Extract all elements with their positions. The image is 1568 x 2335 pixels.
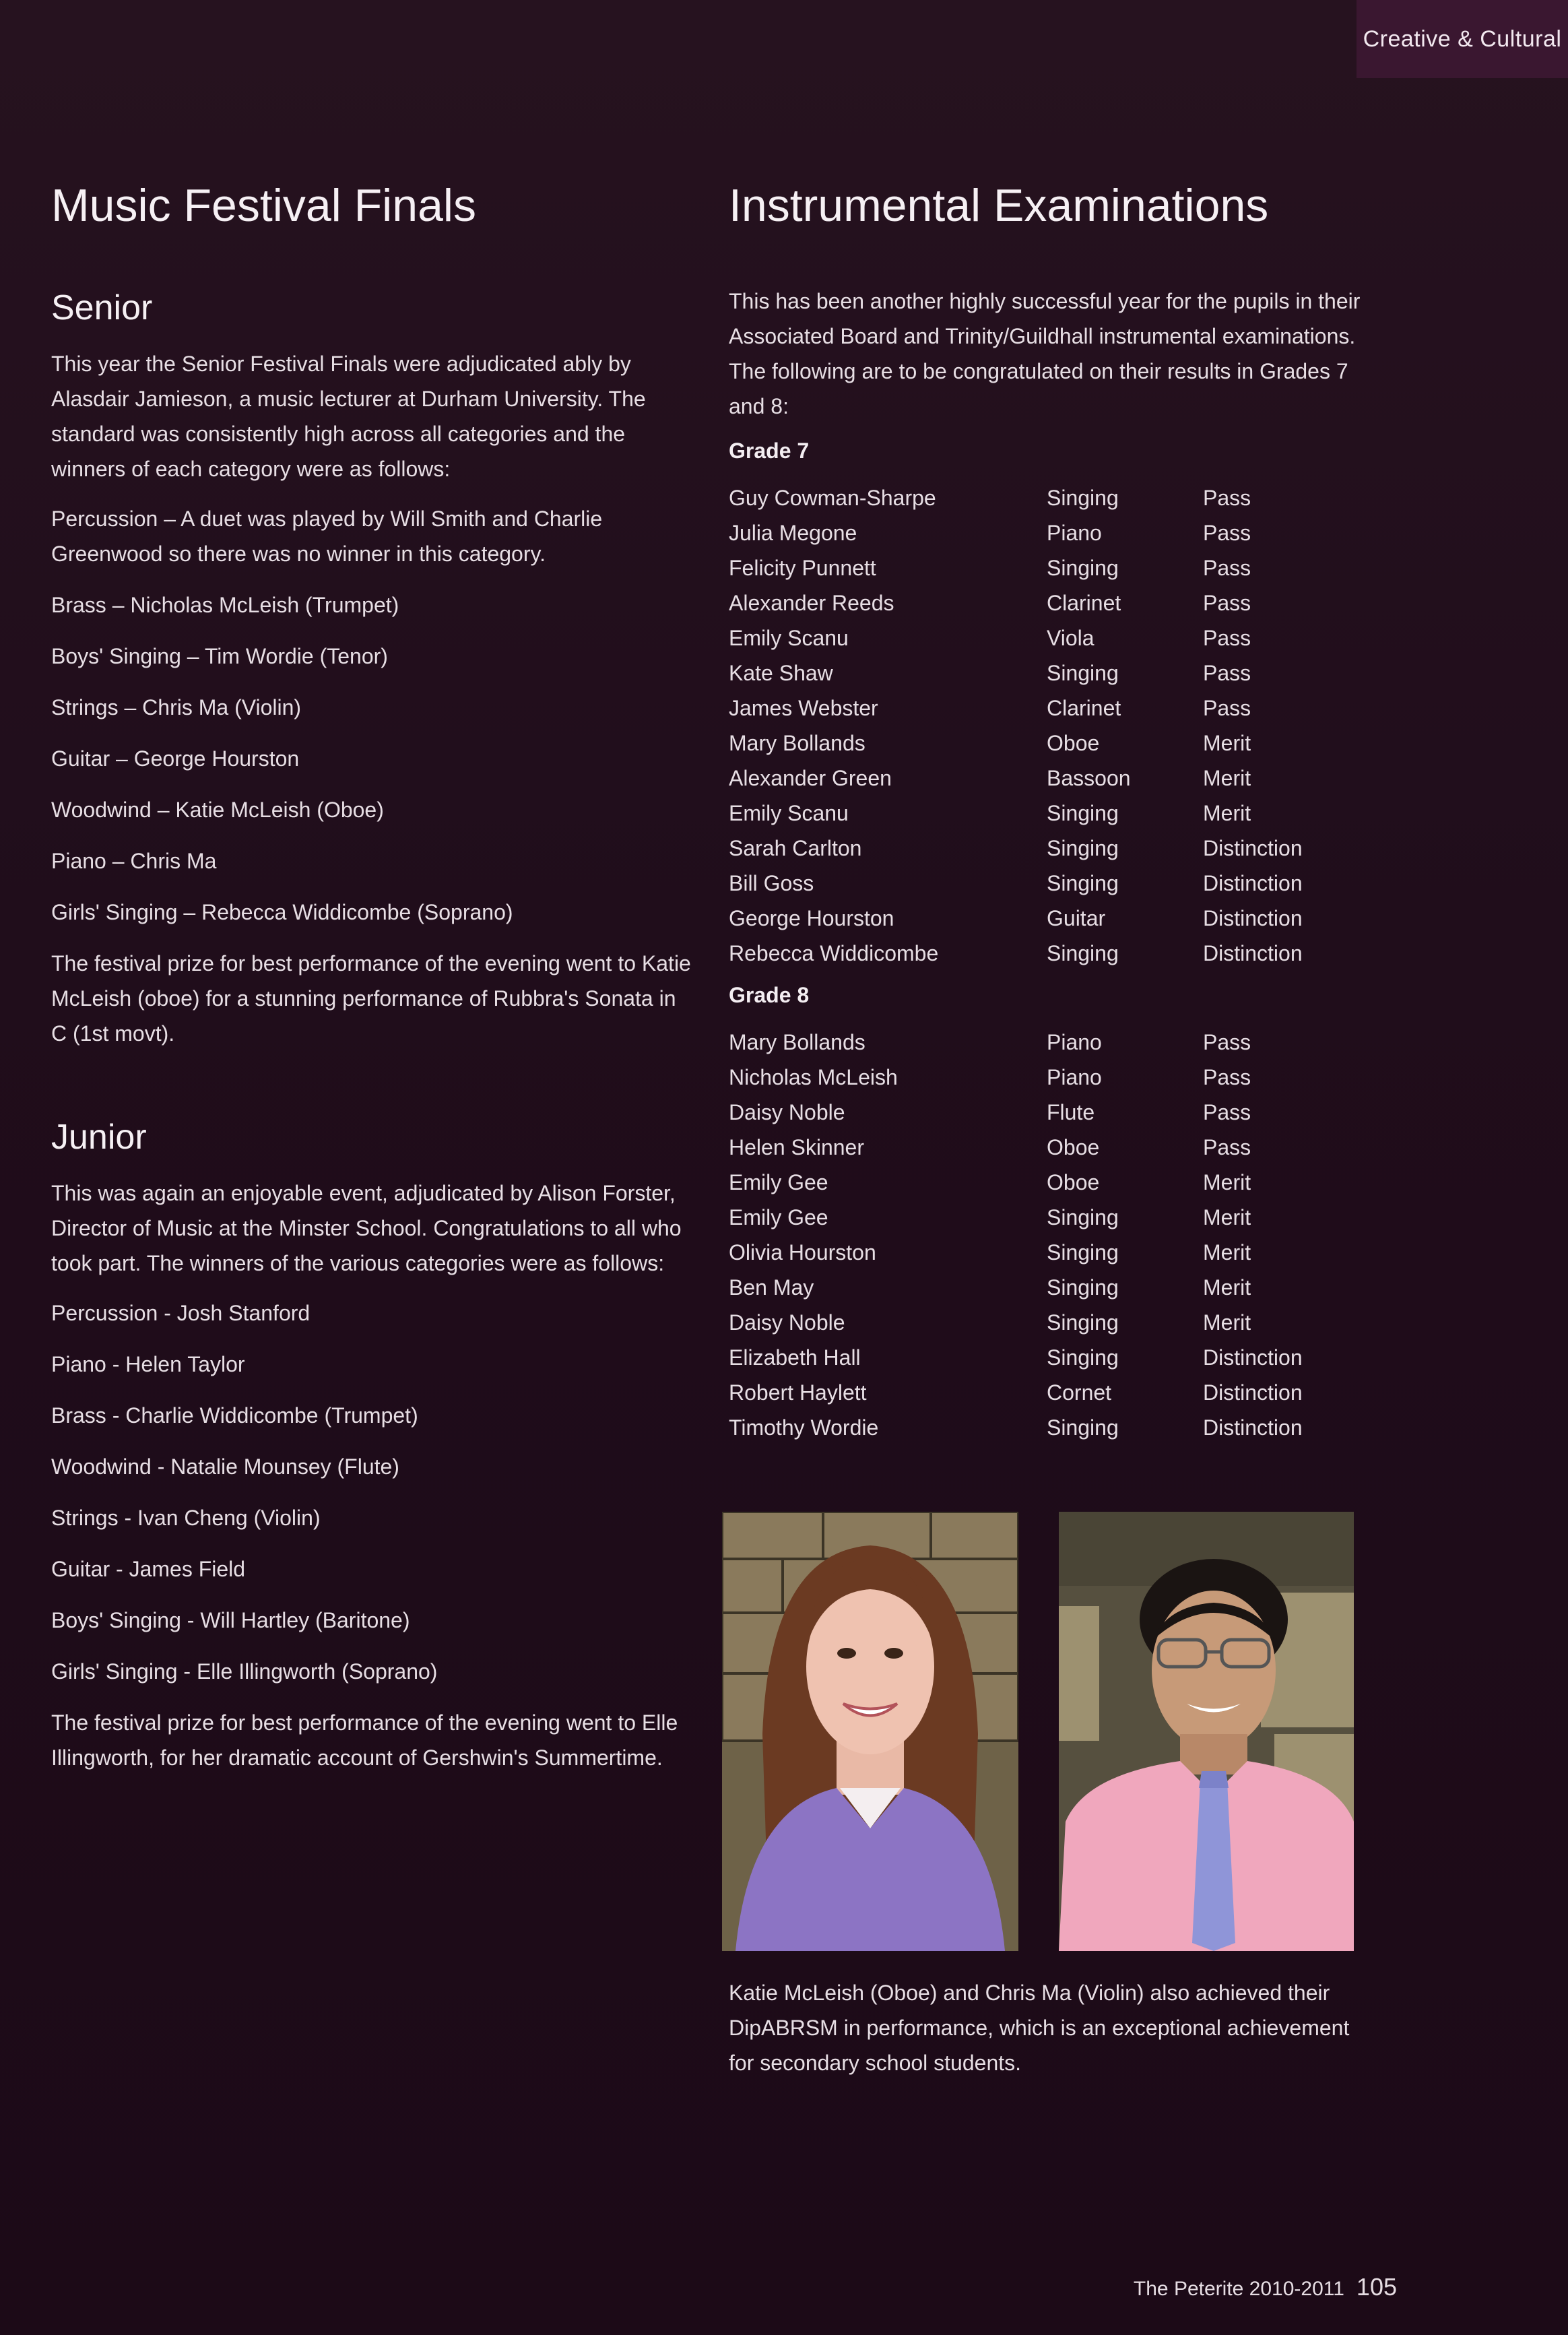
music-festival-column: [51, 181, 691, 1775]
result: Merit: [1203, 1240, 1251, 1265]
result-row: [729, 585, 1375, 620]
instrument: Singing: [1047, 660, 1119, 685]
result-row: [729, 1410, 1375, 1445]
instrument: Piano: [1047, 1029, 1102, 1054]
student-name: George Hourston: [729, 905, 894, 930]
instrument: Clarinet: [1047, 695, 1121, 720]
student-name: Mary Bollands: [729, 1029, 865, 1054]
winner-item: Percussion – A duet was played by Will Smith and Charlie Greenwood so there was no winner in this category.: [51, 506, 603, 566]
photo-caption: [729, 1975, 1375, 2080]
result: Merit: [1203, 800, 1251, 825]
instrument: Singing: [1047, 870, 1119, 895]
instrumental-exams-column: [729, 181, 1375, 1445]
student-name: Bill Goss: [729, 870, 814, 895]
winner-item: Strings - Ivan Cheng (Violin): [51, 1506, 321, 1531]
student-name: Helen Skinner: [729, 1134, 864, 1159]
winner-item: Boys' Singing - Will Hartley (Baritone): [51, 1608, 410, 1633]
result-row: [729, 936, 1375, 971]
result: Distinction: [1203, 940, 1303, 965]
winner-item: Piano – Chris Ma: [51, 848, 217, 873]
result: Pass: [1203, 695, 1251, 720]
instrument: Oboe: [1047, 730, 1100, 755]
result-row: [729, 1340, 1375, 1375]
instrument: Flute: [1047, 1099, 1095, 1124]
student-name: Mary Bollands: [729, 730, 865, 755]
winner-item: Boys' Singing – Tim Wordie (Tenor): [51, 643, 388, 668]
grade7-results: [729, 480, 1375, 971]
student-name: Julia Megone: [729, 520, 857, 545]
result-row: [729, 1095, 1375, 1130]
result-row: [729, 1025, 1375, 1060]
junior-heading: Junior: [51, 1117, 147, 1157]
photo-chris-ma: [1059, 1512, 1354, 1951]
student-name: Alexander Reeds: [729, 590, 894, 615]
instrument: Singing: [1047, 1240, 1119, 1265]
student-name: Daisy Noble: [729, 1099, 845, 1124]
winner-item: Girls' Singing – Rebecca Widdicombe (Soprano): [51, 899, 513, 924]
result: Distinction: [1203, 905, 1303, 930]
result-row: [729, 831, 1375, 866]
winner-item: Woodwind - Natalie Mounsey (Flute): [51, 1454, 399, 1479]
result-row: [729, 620, 1375, 655]
result-row: [729, 1060, 1375, 1095]
instrument: Singing: [1047, 1310, 1119, 1335]
result: Pass: [1203, 1099, 1251, 1124]
result: Pass: [1203, 520, 1251, 545]
result: Merit: [1203, 1205, 1251, 1229]
result: Pass: [1203, 1064, 1251, 1089]
result-row: [729, 1270, 1375, 1305]
student-name: Sarah Carlton: [729, 835, 862, 860]
caption-text: Katie McLeish (Oboe) and Chris Ma (Violin) also achieved their DipABRSM in performance, which is an exceptional achievement for secondary school students.: [729, 1981, 1350, 2075]
student-name: Emily Gee: [729, 1170, 828, 1194]
student-name: Robert Haylett: [729, 1380, 867, 1405]
result: Distinction: [1203, 1345, 1303, 1370]
senior-intro: This year the Senior Festival Finals were adjudicated ably by Alasdair Jamieson, a music lecturer at Durham University. The standard was consistently high across all categories and the winners of each category were as follows:: [51, 351, 646, 481]
result-row: [729, 1375, 1375, 1410]
student-name: Ben May: [729, 1275, 814, 1300]
result: Distinction: [1203, 1380, 1303, 1405]
photo-katie-mcleish: [722, 1512, 1018, 1951]
result-row: [729, 515, 1375, 550]
instrument: Bassoon: [1047, 765, 1131, 790]
instrument: Singing: [1047, 1415, 1119, 1440]
student-name: Alexander Green: [729, 765, 892, 790]
result: Merit: [1203, 765, 1251, 790]
publication-name: The Peterite 2010-2011: [1133, 2278, 1344, 2300]
winner-item: Woodwind – Katie McLeish (Oboe): [51, 797, 384, 822]
student-name: Emily Scanu: [729, 800, 849, 825]
instrument: Singing: [1047, 940, 1119, 965]
grade8-results: [729, 1025, 1375, 1445]
student-name: Nicholas McLeish: [729, 1064, 898, 1089]
result-row: [729, 691, 1375, 726]
senior-closing: The festival prize for best performance of the evening went to Katie McLeish (oboe) for a stunning performance of Rubbra's Sonata in C (1st movt).: [51, 951, 691, 1046]
instrument: Singing: [1047, 800, 1119, 825]
result-row: [729, 655, 1375, 691]
student-name: Daisy Noble: [729, 1310, 845, 1335]
result: Pass: [1203, 590, 1251, 615]
senior-winners-list: [51, 501, 691, 946]
grade8-heading: Grade 8: [729, 982, 810, 1007]
instrument: Singing: [1047, 1345, 1119, 1370]
senior-heading: Senior: [51, 288, 153, 327]
music-festival-title: Music Festival Finals: [51, 180, 477, 231]
student-name: Olivia Hourston: [729, 1240, 876, 1265]
result-row: [729, 796, 1375, 831]
result-row: [729, 1165, 1375, 1200]
winner-item: Piano - Helen Taylor: [51, 1352, 245, 1377]
instrument: Guitar: [1047, 905, 1106, 930]
instrument: Singing: [1047, 1275, 1119, 1300]
instrument: Oboe: [1047, 1170, 1100, 1194]
junior-intro: This was again an enjoyable event, adjudicated by Alison Forster, Director of Music at the Minster School. Congratulations to all who took part. The winners of the various categories were as follows:: [51, 1181, 682, 1276]
result-row: [729, 1235, 1375, 1270]
result-row: [729, 1305, 1375, 1340]
instrument: Oboe: [1047, 1134, 1100, 1159]
grade7-heading: Grade 7: [729, 438, 810, 463]
instrument: Singing: [1047, 485, 1119, 510]
result: Distinction: [1203, 870, 1303, 895]
student-name: Timothy Wordie: [729, 1415, 879, 1440]
instrument: Singing: [1047, 1205, 1119, 1229]
student-name: Rebecca Widdicombe: [729, 940, 939, 965]
section-tab: Creative & Cultural: [1357, 0, 1568, 78]
result-row: [729, 866, 1375, 901]
result-row: [729, 480, 1375, 515]
instrument: Piano: [1047, 1064, 1102, 1089]
winner-item: Guitar – George Hourston: [51, 746, 300, 771]
result: Pass: [1203, 1134, 1251, 1159]
instrument: Singing: [1047, 555, 1119, 580]
result: Merit: [1203, 1170, 1251, 1194]
result-row: [729, 1200, 1375, 1235]
junior-winners-list: [51, 1296, 691, 1705]
instrument: Clarinet: [1047, 590, 1121, 615]
instrument: Cornet: [1047, 1380, 1112, 1405]
result: Merit: [1203, 1310, 1251, 1335]
page-number: 105: [1356, 2273, 1397, 2301]
winner-item: Brass – Nicholas McLeish (Trumpet): [51, 592, 399, 617]
instrument: Piano: [1047, 520, 1102, 545]
student-name: James Webster: [729, 695, 878, 720]
result-row: [729, 1130, 1375, 1165]
result: Distinction: [1203, 1415, 1303, 1440]
junior-closing: The festival prize for best performance of the evening went to Elle Illingworth, for her dramatic account of Gershwin's Summertime.: [51, 1710, 678, 1770]
result: Pass: [1203, 555, 1251, 580]
result-row: [729, 761, 1375, 796]
instrument: Singing: [1047, 835, 1119, 860]
winner-item: Girls' Singing - Elle Illingworth (Soprano): [51, 1659, 438, 1684]
student-name: Guy Cowman-Sharpe: [729, 485, 936, 510]
result-row: [729, 726, 1375, 761]
result: Pass: [1203, 625, 1251, 650]
result-row: [729, 550, 1375, 585]
page-footer: [1134, 2273, 1397, 2301]
student-name: Felicity Punnett: [729, 555, 876, 580]
instrument: Viola: [1047, 625, 1095, 650]
winner-item: Strings – Chris Ma (Violin): [51, 695, 302, 719]
exams-intro: This has been another highly successful year for the pupils in their Associated Board and Trinity/Guildhall instrumental examinations. The following are to be congratulated on their results in Grades 7 and 8:: [729, 288, 1361, 418]
winner-item: Percussion - Josh Stanford: [51, 1301, 311, 1326]
result: Pass: [1203, 1029, 1251, 1054]
instrumental-exams-title: Instrumental Examinations: [729, 180, 1269, 231]
result: Merit: [1203, 730, 1251, 755]
student-name: Elizabeth Hall: [729, 1345, 861, 1370]
winner-item: Brass - Charlie Widdicombe (Trumpet): [51, 1403, 418, 1428]
winner-item: Guitar - James Field: [51, 1557, 246, 1582]
student-name: Kate Shaw: [729, 660, 833, 685]
student-name: Emily Gee: [729, 1205, 828, 1229]
result: Pass: [1203, 485, 1251, 510]
student-name: Emily Scanu: [729, 625, 849, 650]
result: Merit: [1203, 1275, 1251, 1300]
result: Distinction: [1203, 835, 1303, 860]
result-row: [729, 901, 1375, 936]
result: Pass: [1203, 660, 1251, 685]
